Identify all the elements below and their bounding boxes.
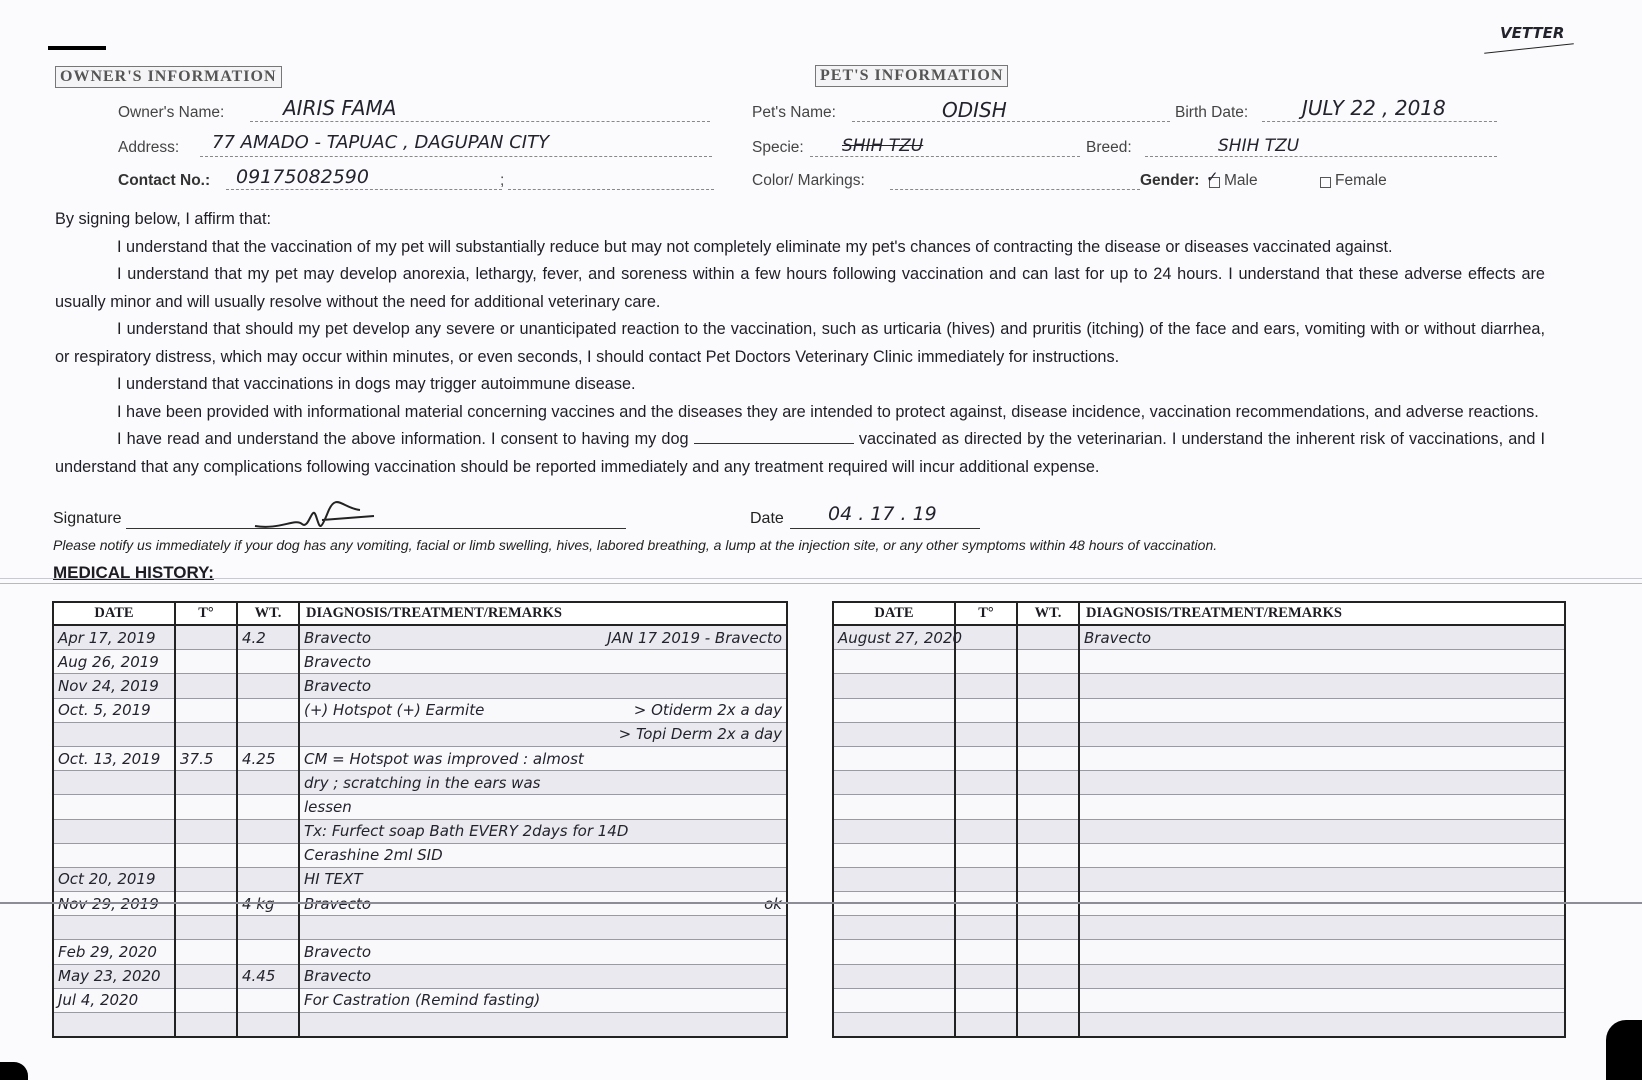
cell-wt <box>1017 1013 1079 1038</box>
temp-column-header: T° <box>955 602 1017 625</box>
cell-date <box>833 795 955 819</box>
table-row <box>53 674 787 698</box>
cell-dx <box>1079 698 1565 722</box>
date-line <box>790 528 980 529</box>
cell-temp <box>955 843 1017 867</box>
remark-extra: > Otiderm 2x a day <box>633 701 782 720</box>
pet-name-line <box>852 121 1170 122</box>
cell-wt <box>1017 819 1079 843</box>
cell-date <box>53 916 175 940</box>
cell-wt <box>237 674 299 698</box>
table-row <box>833 916 1565 940</box>
signature-label: Signature <box>53 510 122 527</box>
cell-date <box>53 940 175 964</box>
dx-value: Bravecto <box>304 967 372 986</box>
date-value: Nov 24, 2019 <box>58 676 159 695</box>
contact-separator: ; <box>500 172 505 189</box>
cell-dx <box>299 722 787 746</box>
corner-mark: VETTER <box>1500 24 1565 42</box>
cell-wt <box>1017 674 1079 698</box>
cell-wt <box>237 916 299 940</box>
table-row <box>833 674 1565 698</box>
cell-temp <box>175 940 237 964</box>
medical-history-table-right <box>832 601 1566 1038</box>
wt-value: 4.45 <box>242 967 276 986</box>
owner-section-title: OWNER'S INFORMATION <box>55 66 282 88</box>
dx-value: (+) Hotspot (+) Earmite <box>304 701 485 720</box>
cell-dx <box>1079 916 1565 940</box>
temp-column-header: T° <box>175 602 237 625</box>
table-row <box>53 698 787 722</box>
cell-wt <box>1017 746 1079 770</box>
table-row <box>833 867 1565 891</box>
table-row <box>833 819 1565 843</box>
cell-date <box>833 964 955 988</box>
dx-value: Bravecto <box>1084 628 1152 647</box>
birth-date-value: JULY 22 , 2018 <box>1302 96 1446 120</box>
table-row <box>833 625 1565 650</box>
specie-label: Specie: <box>752 139 804 156</box>
pet-section-title: PET'S INFORMATION <box>815 65 1008 87</box>
scan-mark <box>1606 1020 1642 1080</box>
cell-temp <box>175 916 237 940</box>
table-row <box>53 940 787 964</box>
cell-temp <box>175 795 237 819</box>
cell-dx <box>1079 819 1565 843</box>
scan-line <box>0 902 1642 904</box>
contact-line-2 <box>508 189 714 190</box>
table-row <box>833 795 1565 819</box>
cell-date <box>833 625 963 650</box>
consent-paragraph-4: I understand that vaccinations in dogs may trigger autoimmune disease. <box>117 375 636 393</box>
remark-extra: ok <box>764 894 782 913</box>
female-option-label: Female <box>1335 172 1387 189</box>
table-row <box>53 1013 787 1038</box>
scan-mark <box>48 46 106 50</box>
table-row <box>53 843 787 867</box>
cell-date <box>833 916 955 940</box>
cell-date <box>53 1013 175 1038</box>
consent-paragraph-5: I have been provided with informational material concerning vaccines and the diseases they are intended to protect against, disease incidence, vaccination recommendations, and adverse reactions. <box>117 402 1539 421</box>
cell-wt <box>237 698 299 722</box>
date-value: Oct. 13, 2019 <box>58 749 161 768</box>
address-value: 77 AMADO - TAPUAC , DAGUPAN CITY <box>212 132 550 153</box>
cell-wt <box>237 819 299 843</box>
table-row <box>833 771 1565 795</box>
color-markings-line <box>890 189 1140 190</box>
cell-temp <box>955 722 1017 746</box>
table-row <box>53 722 787 746</box>
cell-date <box>53 843 175 867</box>
cell-wt <box>237 988 299 1012</box>
table-row <box>833 650 1565 674</box>
wt-column-header: WT. <box>1017 602 1079 625</box>
cell-date <box>833 771 955 795</box>
cell-dx <box>299 746 787 770</box>
cell-temp <box>955 819 1017 843</box>
dx-value: Bravecto <box>304 943 372 962</box>
cell-dx <box>299 988 787 1012</box>
cell-date <box>833 940 955 964</box>
date-value: Oct. 5, 2019 <box>58 701 151 720</box>
table-row <box>53 625 787 650</box>
owner-name-value: AIRIS FAMA <box>283 96 397 120</box>
cell-date <box>53 746 175 770</box>
cell-temp <box>955 650 1017 674</box>
corner-mark-underline <box>1484 43 1574 53</box>
cell-dx <box>299 625 787 650</box>
cell-wt <box>237 867 299 891</box>
dx-value: Tx: Furfect soap Bath EVERY 2days for 14D <box>304 822 629 841</box>
cell-temp <box>175 722 237 746</box>
cell-temp <box>175 746 237 770</box>
cell-wt <box>237 650 299 674</box>
male-option-label: Male <box>1224 172 1258 189</box>
wt-value: 4.25 <box>242 749 276 768</box>
cell-temp <box>175 650 237 674</box>
cell-date <box>53 819 175 843</box>
cell-date <box>53 698 175 722</box>
wt-column-header: WT. <box>237 602 299 625</box>
date-value: May 23, 2020 <box>58 967 161 986</box>
breed-value: SHIH TZU <box>1218 136 1300 156</box>
cell-temp <box>175 843 237 867</box>
table-row <box>53 650 787 674</box>
cell-dx <box>1079 771 1565 795</box>
consent-paragraph-1: I understand that the vaccination of my pet will substantially reduce but may not completely eliminate my pet's chances of contracting the disease or diseases vaccinated against. <box>117 237 1393 256</box>
cell-date <box>53 964 175 988</box>
table-row <box>833 988 1565 1012</box>
scan-mark <box>0 1062 28 1080</box>
table-row <box>53 771 787 795</box>
date-value: Oct 20, 2019 <box>58 870 156 889</box>
cell-dx <box>299 1013 787 1038</box>
table-row <box>53 867 787 891</box>
owner-name-line <box>250 121 710 122</box>
cell-date <box>833 674 955 698</box>
pet-name-label: Pet's Name: <box>752 104 836 121</box>
cell-dx <box>1079 940 1565 964</box>
table-row <box>53 795 787 819</box>
table-row <box>53 746 787 770</box>
cell-dx <box>1079 650 1565 674</box>
dx-value: Bravecto <box>304 628 372 647</box>
cell-date <box>53 625 175 650</box>
consent-paragraph-3: I understand that should my pet develop any severe or unanticipated reaction to the vaccination, such as urticaria (hives) and pruritis (itching) of the face and ears, vomiting with or without diarrhea, or respiratory distress, which may occur within minutes, or even seconds, I should contact Pet Doctors Veterinary Clinic immediately for instructions. <box>55 320 1545 366</box>
cell-wt <box>1017 867 1079 891</box>
scan-line <box>0 583 1642 584</box>
cell-dx <box>299 819 787 843</box>
notice-text: Please notify us immediately if your dog has any vomiting, facial or limb swelling, hives, labored breathing, a lump at the injection site, or any other symptoms within 48 hours of vaccination. <box>53 537 1218 553</box>
cell-temp <box>955 867 1017 891</box>
cell-temp <box>175 819 237 843</box>
cell-wt <box>1017 795 1079 819</box>
cell-date <box>53 867 175 891</box>
cell-wt <box>1017 771 1079 795</box>
dx-value: For Castration (Remind fasting) <box>304 991 541 1010</box>
cell-dx <box>299 940 787 964</box>
consent-text <box>55 206 1545 481</box>
table-row <box>53 964 787 988</box>
cell-wt <box>237 771 299 795</box>
cell-dx <box>299 964 787 988</box>
table-row <box>833 746 1565 770</box>
contact-label: Contact No.: <box>118 172 211 189</box>
remark-extra: JAN 17 2019 - Bravecto <box>607 628 782 647</box>
cell-temp <box>955 1013 1017 1038</box>
cell-temp <box>955 771 1017 795</box>
cell-temp <box>175 625 237 650</box>
table-header-row <box>53 602 787 625</box>
cell-wt <box>237 746 299 770</box>
cell-dx <box>1079 1013 1565 1038</box>
consent-intro: By signing below, I affirm that: <box>55 210 271 228</box>
table-header-row <box>833 602 1565 625</box>
table-row <box>53 819 787 843</box>
wt-value: 4 kg <box>242 894 275 913</box>
cell-wt <box>1017 940 1079 964</box>
cell-date <box>833 746 955 770</box>
dog-name-blank <box>694 431 854 444</box>
cell-wt <box>237 1013 299 1038</box>
cell-wt <box>1017 916 1079 940</box>
cell-date <box>833 843 955 867</box>
scan-line <box>0 578 1642 579</box>
medical-history-title: MEDICAL HISTORY: <box>53 563 214 582</box>
date-value: Aug 26, 2019 <box>58 652 159 671</box>
cell-temp <box>955 746 1017 770</box>
specie-line <box>810 156 1080 157</box>
date-value: Jul 4, 2020 <box>58 991 139 1010</box>
table-row <box>833 843 1565 867</box>
dx-value: Cerashine 2ml SID <box>304 846 443 865</box>
cell-date <box>53 722 175 746</box>
breed-label: Breed: <box>1086 139 1132 156</box>
address-label: Address: <box>118 139 180 156</box>
table-row <box>53 988 787 1012</box>
cell-date <box>833 988 955 1012</box>
cell-dx <box>299 650 787 674</box>
cell-wt <box>1017 722 1079 746</box>
address-line <box>200 156 712 157</box>
dx-value: Bravecto <box>304 676 372 695</box>
cell-dx <box>1079 795 1565 819</box>
cell-wt <box>237 964 299 988</box>
table-row <box>833 1013 1565 1038</box>
cell-temp <box>955 964 1017 988</box>
cell-wt <box>237 722 299 746</box>
date-column-header: DATE <box>53 602 175 625</box>
cell-dx <box>1079 964 1565 988</box>
cell-wt <box>237 940 299 964</box>
consent-paragraph-6 <box>55 426 1545 481</box>
table-row <box>833 722 1565 746</box>
cell-date <box>833 722 955 746</box>
cell-date <box>53 988 175 1012</box>
cell-temp <box>175 988 237 1012</box>
dx-value: Bravecto <box>304 652 372 671</box>
dx-value: CM = Hotspot was improved : almost <box>304 749 584 768</box>
date-value: Apr 17, 2019 <box>58 628 156 647</box>
cell-temp <box>175 964 237 988</box>
signature-scribble <box>250 498 390 534</box>
cell-wt <box>1017 988 1079 1012</box>
cell-date <box>833 1013 955 1038</box>
cell-temp <box>175 674 237 698</box>
cell-dx <box>1079 674 1565 698</box>
date-column-header: DATE <box>833 602 955 625</box>
cell-dx <box>299 795 787 819</box>
cell-dx <box>1079 746 1565 770</box>
table-row <box>833 964 1565 988</box>
cell-wt <box>237 843 299 867</box>
cell-wt <box>1017 698 1079 722</box>
date-value: August 27, 2020 <box>838 628 963 647</box>
birth-date-label: Birth Date: <box>1175 104 1249 121</box>
cell-temp <box>175 698 237 722</box>
medical-history-table-left <box>52 601 788 1038</box>
color-markings-label: Color/ Markings: <box>752 172 865 189</box>
cell-date <box>53 650 175 674</box>
date-value: 04 . 17 . 19 <box>828 503 937 525</box>
specie-value: SHIH TZU <box>842 136 924 156</box>
table-row <box>53 916 787 940</box>
gender-label: Gender: <box>1140 172 1200 189</box>
cell-date <box>53 795 175 819</box>
cell-dx <box>299 771 787 795</box>
cell-dx <box>299 674 787 698</box>
cell-wt <box>237 625 299 650</box>
cell-date <box>53 674 175 698</box>
cell-temp <box>955 674 1017 698</box>
cell-dx <box>299 843 787 867</box>
consent-paragraph-2: I understand that my pet may develop anorexia, lethargy, fever, and soreness within a few hours following vaccination and can last for up to 24 hours. I understand that these adverse effects are usually minor and will usually resolve without the need for additional veterinary care. <box>55 265 1545 311</box>
cell-temp <box>175 1013 237 1038</box>
date-label: Date <box>750 510 784 527</box>
dx-value: lessen <box>304 797 352 816</box>
wt-value: 4.2 <box>242 628 266 647</box>
cell-temp <box>955 916 1017 940</box>
cell-dx <box>1079 722 1565 746</box>
cell-dx <box>1079 625 1565 650</box>
pet-name-value: ODISH <box>942 98 1007 122</box>
cell-temp <box>175 771 237 795</box>
dx-column-header: DIAGNOSIS/TREATMENT/REMARKS <box>299 602 787 625</box>
consent-paragraph-6-start: I have read and understand the above information. I consent to having my dog <box>117 430 689 448</box>
cell-temp <box>955 795 1017 819</box>
remark-extra: > Topi Derm 2x a day <box>618 725 782 744</box>
dx-value: HI TEXT <box>304 870 363 889</box>
cell-dx <box>299 916 787 940</box>
dx-column-header: DIAGNOSIS/TREATMENT/REMARKS <box>1079 602 1565 625</box>
cell-temp <box>955 698 1017 722</box>
cell-wt <box>1017 964 1079 988</box>
cell-dx <box>1079 988 1565 1012</box>
temp-value: 37.5 <box>180 749 214 768</box>
cell-date <box>833 698 955 722</box>
cell-temp <box>955 625 1017 650</box>
cell-date <box>833 650 955 674</box>
table-row <box>833 698 1565 722</box>
breed-line <box>1145 156 1497 157</box>
cell-temp <box>955 988 1017 1012</box>
cell-date <box>53 771 175 795</box>
cell-date <box>833 867 955 891</box>
contact-value: 09175082590 <box>236 166 369 188</box>
consent-paragraph-6-end: vaccinated as directed by the veterinarian. I understand the inherent risk of vaccinations, and I understand that any complications following vaccination should be reported immediately and any treatment required will incur additional expense. <box>55 430 1546 476</box>
contact-line-1 <box>226 189 502 190</box>
cell-temp <box>955 940 1017 964</box>
table-row <box>833 940 1565 964</box>
cell-dx <box>299 698 787 722</box>
date-value: Nov 29, 2019 <box>58 894 159 913</box>
cell-dx <box>299 867 787 891</box>
owner-name-label: Owner's Name: <box>118 104 225 121</box>
cell-wt <box>1017 843 1079 867</box>
dx-value: dry ; scratching in the ears was <box>304 773 541 792</box>
cell-wt <box>237 795 299 819</box>
female-checkbox[interactable] <box>1320 177 1331 188</box>
cell-dx <box>1079 867 1565 891</box>
cell-temp <box>175 867 237 891</box>
cell-wt <box>1017 625 1079 650</box>
cell-date <box>833 819 955 843</box>
cell-dx <box>1079 843 1565 867</box>
male-checkmark-icon: ✓ <box>1206 168 1219 186</box>
dx-value: Bravecto <box>304 894 372 913</box>
cell-wt <box>1017 650 1079 674</box>
birth-date-line <box>1262 121 1497 122</box>
date-value: Feb 29, 2020 <box>58 943 157 962</box>
